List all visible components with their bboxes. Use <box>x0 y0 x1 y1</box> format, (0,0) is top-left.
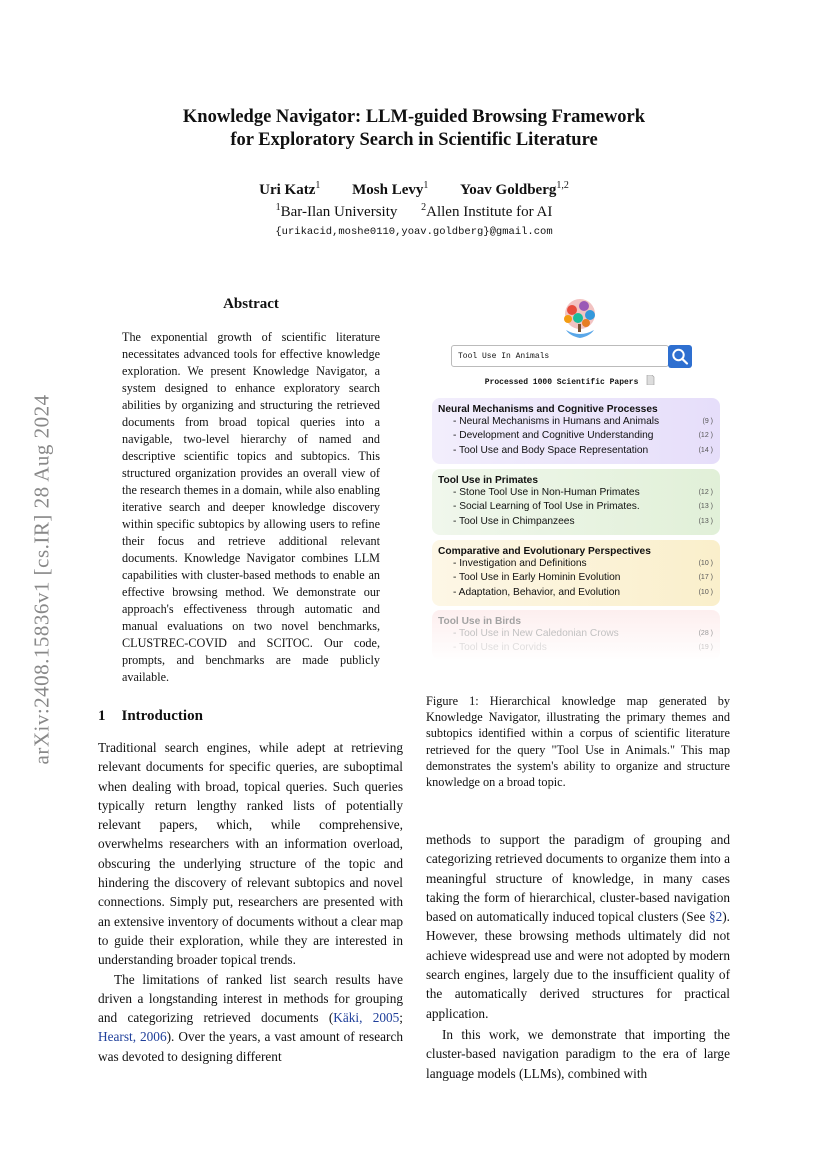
affiliation: $^2$Allen Institute for AI <box>421 202 553 220</box>
section-ref-link[interactable]: §2 <box>708 909 723 925</box>
paper-count: (13 ) <box>698 517 713 525</box>
subtopic-item[interactable]: - Neural Mechanisms in Humans and Animals (9 ) <box>432 415 720 429</box>
paper-count: (9 ) <box>702 418 713 425</box>
citation-link[interactable]: Käki, 2005 <box>333 1010 400 1026</box>
author: Uri Katz$^1$ <box>259 180 321 198</box>
abstract-heading: Abstract <box>223 296 279 312</box>
topic-title: Tool Use in Primates <box>438 475 539 486</box>
subtopic-item[interactable]: - Development and Cognitive Understanding (12 ) <box>432 429 720 443</box>
subtopic-item[interactable]: - Investigation and Definitions (10 ) <box>432 557 720 571</box>
title-line-2: for Exploratory Search in Scientific Literature <box>230 130 598 150</box>
topic-card[interactable] <box>432 540 720 606</box>
intro-right-column <box>426 830 730 1083</box>
paragraph: The limitations of ranked list search results have driven a longstanding interest in methods for grouping and categorizing retrieved documents (Käki, 2005; Hearst, 2006). Over the years, a vast amount of research was devoted to designing different <box>98 971 403 1064</box>
subtopic-item[interactable]: - Stone Tool Use in Non-Human Primates (12 ) <box>432 486 720 500</box>
paragraph: Traditional search engines, while adept at retrieving relevant documents for specific queries, are suboptimal when dealing with broad, topical queries. Such queries typically return lengthy ranked lists of potentially relevant papers, which, while comprehensive, overwhelms researchers with an information overload, obscuring the underlying structure of the topic and hindering the discovery of relevant subtopics and novel connections. Simply put, researchers are presented with an extensive inventory of documents without a clear map to guide their exploration, while they are interested in understanding broader topical trends. <box>98 740 403 968</box>
paper-count: (14 ) <box>698 446 713 454</box>
author: Mosh Levy$^1$ <box>352 180 429 198</box>
section-heading-introduction: 1 Introduction <box>98 708 203 724</box>
topic-card[interactable] <box>432 610 720 660</box>
abstract-body: The exponential growth of scientific literature necessitates advanced tools for effective knowledge exploration. We present Knowledge Navigator, a system designed to enhance exploratory search abilities by organizing and structuring the retrieved documents from broad topical queries into a navigable, two-level hierarchy of named and descriptive scientific topics and subtopics. This structured organization provides an overall view of the research themes in a domain, while also enabling iterative search and deeper knowledge discovery within specific subtopics by allowing users to refine their focus and retrieve additional relevant documents. Knowledge Navigator combines LLM capabilities with cluster-based methods to enable an effective browsing method. We demonstrate our approach's effectiveness through automatic and manual evaluations on two novel benchmarks, CLUSTREC-COVID and SCITOC. Our code, prompts, and benchmarks are made publicly available. <box>122 330 380 684</box>
processed-status: Processed 1000 Scientific Papers <box>430 375 710 387</box>
author: Yoav Goldberg$^{1,2}$ <box>460 180 569 198</box>
subtopic-item[interactable]: - Tool Use in Early Hominin Evolution (17 ) <box>432 571 720 585</box>
search-input[interactable]: Tool Use In Animals <box>451 345 669 367</box>
search-button[interactable] <box>668 345 692 368</box>
paper-title <box>100 106 728 152</box>
author-list <box>100 180 728 199</box>
paper-count: (10 ) <box>698 588 713 596</box>
citation-link[interactable]: Hearst, 2006 <box>98 1029 167 1045</box>
topic-card[interactable] <box>432 469 720 535</box>
paper-count: (12 ) <box>698 432 713 440</box>
affiliation: $^1$Bar-Ilan University <box>275 202 398 220</box>
paper-count: (28 ) <box>698 630 713 637</box>
subtopic-item[interactable]: - Tool Use in Chimpanzees (13 ) <box>432 515 720 529</box>
paragraph: In this work, we demonstrate that importing the cluster-based navigation paradigm to the era of large language models (LLMs), combined with <box>426 1026 730 1081</box>
author-email: {urikacid,moshe0110,yoav.goldberg}@gmail.com <box>275 226 553 238</box>
topic-title: Tool Use in Birds <box>438 616 522 627</box>
arxiv-stamp: arXiv:2408.15836v1 [cs.IR] 28 Aug 2024 <box>29 394 54 765</box>
paper-count: (10 ) <box>698 560 713 567</box>
paper-count: (17 ) <box>698 574 713 582</box>
subtopic-item[interactable]: - Adaptation, Behavior, and Evolution (10 ) <box>432 586 720 600</box>
tree-brain-logo <box>556 298 604 342</box>
topic-title: Neural Mechanisms and Cognitive Processes <box>438 404 658 415</box>
paper-count: (12 ) <box>698 489 713 496</box>
document-icon <box>646 375 655 385</box>
subtopic-item[interactable]: - Social Learning of Tool Use in Primates. (13 ) <box>432 500 720 514</box>
search-icon <box>668 345 692 368</box>
figure-caption: Figure 1: Hierarchical knowledge map generated by Knowledge Navigator, illustrating the primary themes and subtopics identified within a corpus of scientific literature retrieved for the query "Tool Use in Animals." This map demonstrates the system's ability to organize and structure knowledge on a broad topic. <box>426 694 730 790</box>
paragraph: methods to support the paradigm of grouping and categorizing retrieved documents to organize them into a meaningful structure of knowledge, in many cases taking the form of hierarchical, cluster-based navigation based on automatically induced topical clusters (See §2). However, these browsing methods ultimately did not achieve widespread use and were not adopted by modern search engines, largely due to the insufficient quality of the automatically derived structures for practical application. <box>426 832 730 1021</box>
subtopic-item[interactable]: - Tool Use and Body Space Representation (14 ) <box>432 444 720 458</box>
title-line-1: Knowledge Navigator: LLM-guided Browsing Framework <box>182 107 646 127</box>
intro-left-column <box>98 738 403 1066</box>
subtopic-item[interactable]: - Tool Use in Corvids (19 ) <box>432 641 720 655</box>
affiliation-list <box>100 202 728 221</box>
topic-card[interactable] <box>432 398 720 464</box>
paper-count: (19 ) <box>698 644 713 652</box>
paper-count: (13 ) <box>698 503 713 511</box>
topic-title: Comparative and Evolutionary Perspectives <box>438 546 651 557</box>
subtopic-item[interactable]: - Tool Use in New Caledonian Crows (28 ) <box>432 627 720 641</box>
